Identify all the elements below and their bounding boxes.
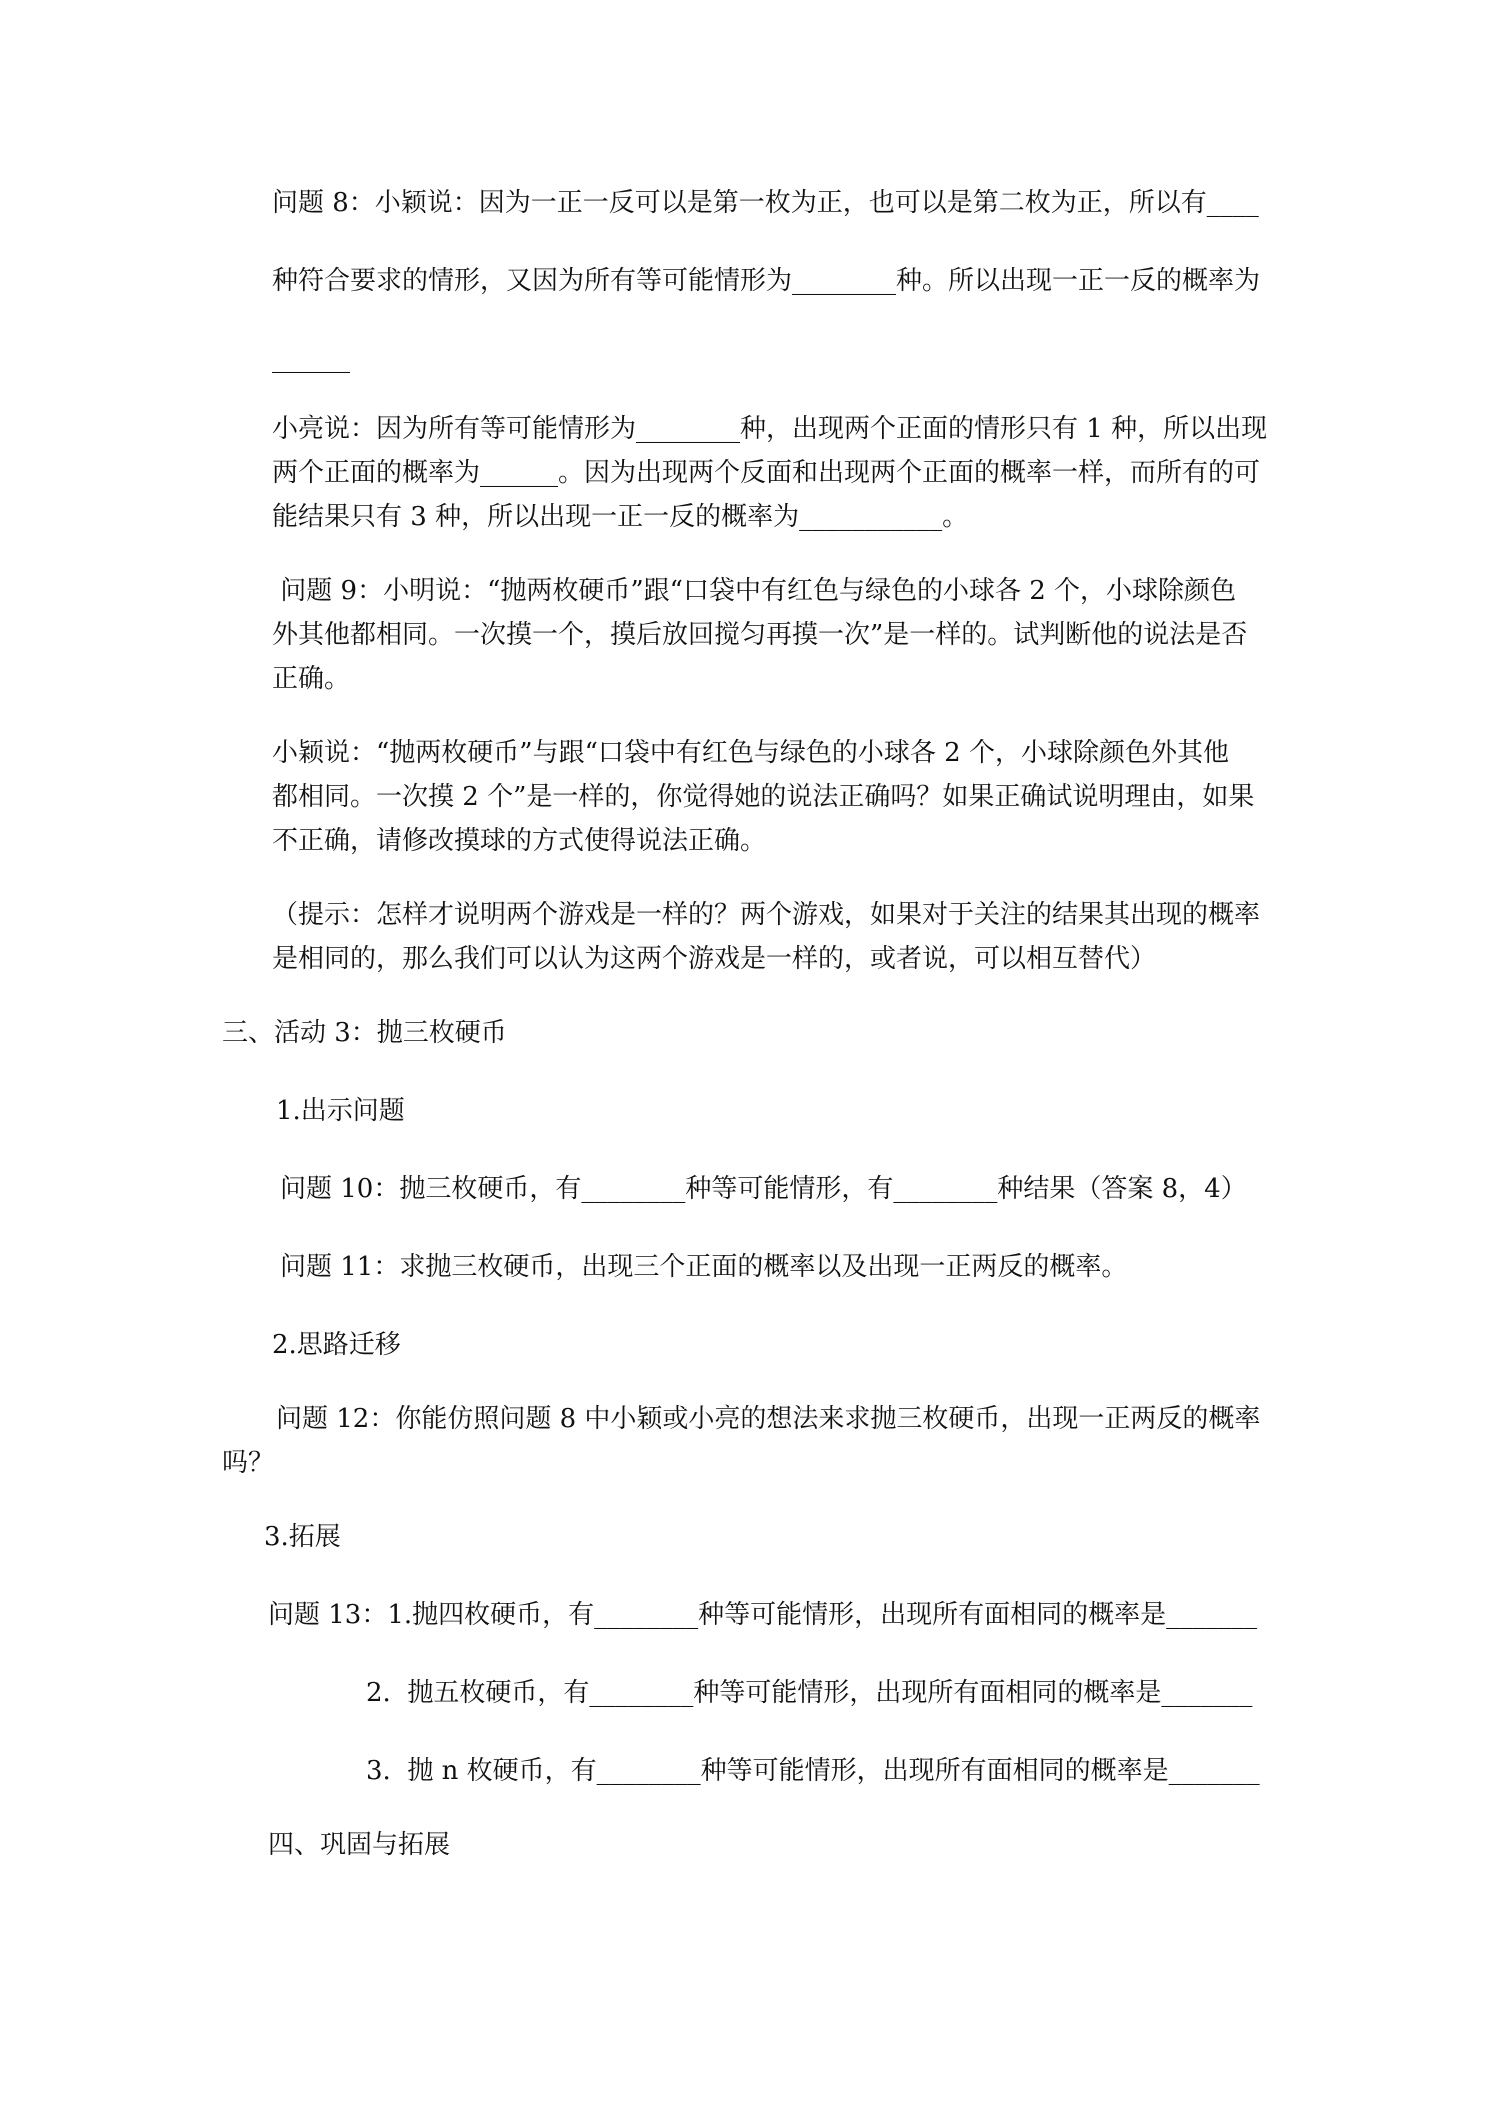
q8-line-3: ______ <box>272 344 350 374</box>
liang-line-2: 两个正面的概率为______。因为出现两个反面和出现两个正面的概率一样，而所有的可 <box>272 458 1261 488</box>
q12-line-2: 吗？ <box>222 1448 275 1478</box>
hint-line-1: （提示：怎样才说明两个游戏是一样的？两个游戏，如果对于关注的结果其出现的概率 <box>272 900 1261 930</box>
section-3-heading: 三、活动 3：抛三枚硬币 <box>222 1018 507 1048</box>
item-3-heading: 3.拓展 <box>264 1522 341 1552</box>
q11-text: 问题 11：求抛三枚硬币，出现三个正面的概率以及出现一正两反的概率。 <box>280 1252 1128 1282</box>
ying-line-2: 都相同。一次摸 2 个”是一样的，你觉得她的说法正确吗？如果正确试说明理由，如果 <box>272 782 1255 812</box>
q13-line-3: 3. 抛 n 枚硬币，有________种等可能情形，出现所有面相同的概率是_______ <box>366 1756 1260 1786</box>
ying-line-1: 小颖说：“抛两枚硬币”与跟“口袋中有红色与绿色的小球各 2 个，小球除颜色外其他 <box>272 738 1229 768</box>
q9-line-1: 问题 9：小明说：“抛两枚硬币”跟“口袋中有红色与绿色的小球各 2 个，小球除颜色 <box>272 576 1237 606</box>
q9-line-2: 外其他都相同。一次摸一个，摸后放回搅匀再摸一次”是一样的。试判断他的说法是否 <box>272 620 1248 650</box>
q8-line-2: 种符合要求的情形，又因为所有等可能情形为________种。所以出现一正一反的概率为 <box>272 266 1261 296</box>
item-2-heading: 2.思路迁移 <box>272 1330 401 1360</box>
q13-line-2: 2. 抛五枚硬币，有________种等可能情形，出现所有面相同的概率是_______ <box>366 1678 1253 1708</box>
q12-line-1: 问题 12：你能仿照问题 8 中小颖或小亮的想法来求抛三枚硬币，出现一正两反的概率 <box>276 1404 1261 1434</box>
q13-line-1: 问题 13：1.抛四枚硬币，有________种等可能情形，出现所有面相同的概率是_______ <box>268 1600 1258 1630</box>
hint-line-2: 是相同的，那么我们可以认为这两个游戏是一样的，或者说，可以相互替代） <box>272 944 1157 974</box>
liang-line-3: 能结果只有 3 种，所以出现一正一反的概率为___________。 <box>272 502 969 532</box>
q9-line-3: 正确。 <box>272 664 351 694</box>
section-4-heading: 四、巩固与拓展 <box>268 1830 451 1860</box>
item-1-heading: 1.出示问题 <box>276 1096 405 1126</box>
ying-line-3: 不正确，请修改摸球的方式使得说法正确。 <box>272 826 767 856</box>
liang-line-1: 小亮说：因为所有等可能情形为________种，出现两个正面的情形只有 1 种，所以出现 <box>272 414 1268 444</box>
q10-text: 问题 10：抛三枚硬币，有________种等可能情形，有________种结果（答案 8，4） <box>280 1174 1247 1204</box>
q8-line-1: 问题 8：小颖说：因为一正一反可以是第一枚为正，也可以是第二枚为正，所以有____ <box>272 188 1259 218</box>
